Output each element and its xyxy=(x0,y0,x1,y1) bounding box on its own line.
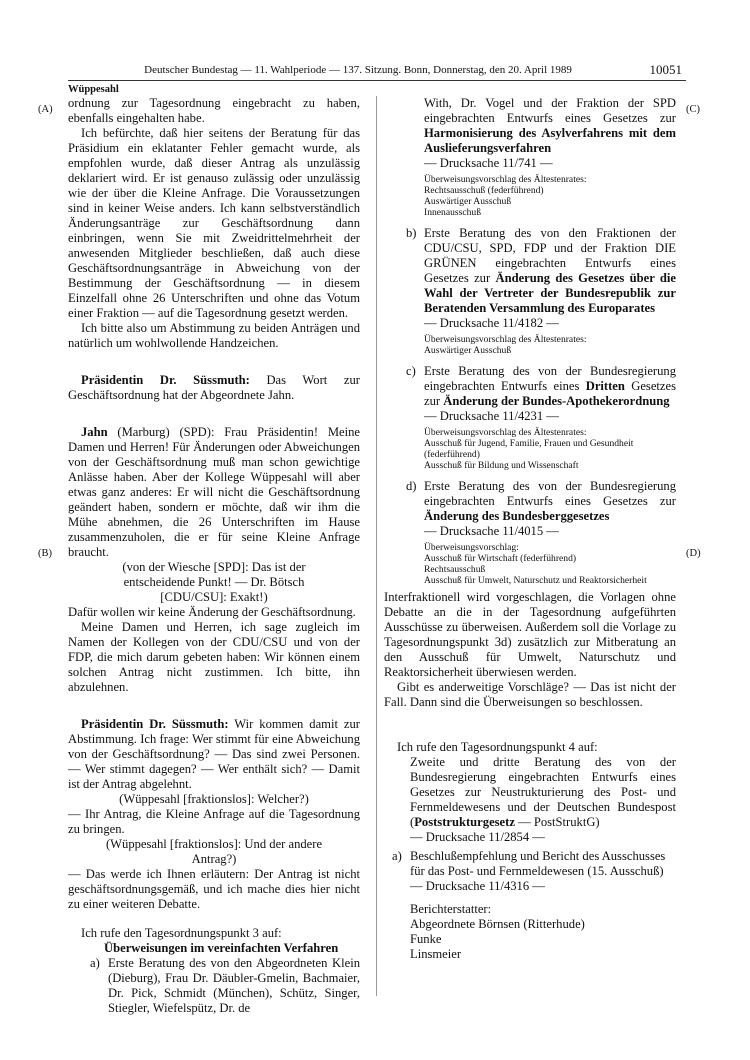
paragraph: Ich rufe den Tagesordnungspunkt 4 auf: xyxy=(397,740,598,754)
rapporteur: Funke xyxy=(410,932,442,946)
item-body: — PostStruktG) xyxy=(514,815,600,829)
page-header xyxy=(68,64,686,81)
referral-label: Überweisungsvorschlag: xyxy=(424,542,519,553)
referral-label: Überweisungsvorschlag des Ältestenrates: xyxy=(424,174,587,185)
agenda-item-main xyxy=(384,755,676,830)
interjection: (von der Wiesche [SPD]: Das ist der entscheidende Punkt! — Dr. Bötsch [CDU/CSU]: Exakt!) xyxy=(122,560,306,604)
agenda-item xyxy=(384,364,676,409)
item-text: With, Dr. Vogel und der Fraktion der SPD eingebrachten Entwurfs eines Gesetzes zur xyxy=(424,96,676,125)
committee: Ausschuß für Wirtschaft (federführend) xyxy=(424,553,577,564)
rapporteur: Abgeordnete Börnsen (Ritterhude) xyxy=(410,917,585,931)
item-text: Erste Beratung des von den Abgeordneten Klein (Dieburg), Frau Dr. Däubler-Gmelin, Bachmaier, Dr. Pick, Schmidt (München), Schütz, Singer, Stiegler, Wiefelspütz, Dr. de xyxy=(108,956,360,1015)
committee: Ausschuß für Umwelt, Naturschutz und Reaktorsicherheit xyxy=(424,575,647,586)
drucksache: — Drucksache 11/4015 — xyxy=(424,524,559,538)
agenda-item xyxy=(384,479,676,524)
item-label: a) xyxy=(392,849,402,863)
paragraph: Interfraktionell wird vorgeschlagen, die Vorlagen ohne Debatte an die in der Tagesordnung aufgeführten Ausschüsse zu überweisen. Außerdem soll die Vorlage zu Tagesordnungspunkt 3d) zusätzlich zur Mitberatung an den Ausschuß für Umwelt, Naturschutz und Reaktorsicherheit überwiesen werden. xyxy=(384,590,676,679)
referral-label: Überweisungsvorschlag des Ältestenrates: xyxy=(424,334,587,345)
paragraph: — Das werde ich Ihnen erläutern: Der Antrag ist nicht geschäftsordnungsgemäß, und ich mache dies hier nicht zu einer weiteren Debatte. xyxy=(68,867,360,911)
agenda-item xyxy=(384,226,676,316)
drucksache: — Drucksache 11/4231 — xyxy=(424,409,559,423)
referral-label: Überweisungsvorschlag des Ältestenrates: xyxy=(424,427,587,438)
agenda-heading: Überweisungen im vereinfachten Verfahren xyxy=(104,941,339,955)
item-body: Erste Beratung des von der Bundesregierung eingebrachten Entwurfs eines xyxy=(424,364,676,393)
drucksache: — Drucksache 11/2854 — xyxy=(410,830,545,844)
item-text xyxy=(420,364,676,409)
item-text xyxy=(420,479,676,524)
item-label: c) xyxy=(406,364,416,378)
item-title: Dritten xyxy=(585,379,625,393)
item-body: Zweite und dritte Beratung des von der Bundesregierung eingebrachten Entwurfs eines Gesetzes zur Neustrukturierung des Post- und Fernmeldewesens und der Deutschen Bundespost ( xyxy=(410,755,676,829)
drucksache: — Drucksache 11/741 — xyxy=(424,156,553,170)
agenda-item xyxy=(384,849,676,879)
speaker-name: Präsidentin Dr. Süssmuth: xyxy=(81,373,250,387)
right-column xyxy=(384,96,676,962)
interjection: (Wüppesahl [fraktionslos]: Und der andere Antrag?) xyxy=(105,837,323,866)
agenda-item xyxy=(68,956,360,1016)
column-divider xyxy=(376,96,377,996)
left-column xyxy=(68,96,360,1016)
drucksache: — Drucksache 11/4182 — xyxy=(424,316,559,330)
speech xyxy=(68,373,360,403)
item-text xyxy=(420,226,676,316)
committee: Auswärtiger Ausschuß xyxy=(424,196,512,207)
item-label: a) xyxy=(90,956,100,970)
speaker-name: Präsidentin Dr. Süssmuth: xyxy=(81,717,229,731)
interjection: (Wüppesahl [fraktionslos]: Welcher?) xyxy=(119,792,309,806)
paragraph: Ich bitte also um Abstimmung zu beiden Anträgen und natürlich um wohlwollende Handzeichen. xyxy=(68,321,360,350)
committee: Innenausschuß xyxy=(424,207,482,218)
drucksache: — Drucksache 11/4316 — xyxy=(410,879,545,893)
agenda-item-cont xyxy=(384,96,676,156)
referral xyxy=(384,542,676,586)
margin-marker-a: (A) xyxy=(38,104,53,115)
rapporteurs xyxy=(384,902,676,962)
paragraph: Meine Damen und Herren, ich sage zugleich im Namen der Kollegen von der CDU/CSU und von der FDP, die mich darum gebeten haben: Wir können einem solchen Antrag nicht zustimmen. Ich bitte, ihn abzulehnen. xyxy=(68,620,360,694)
page-number: 10051 xyxy=(649,62,682,77)
paragraph: Ich rufe den Tagesordnungspunkt 3 auf: xyxy=(81,926,282,940)
committee: Rechtsausschuß xyxy=(424,564,486,575)
rapporteur-label: Berichterstatter: xyxy=(410,902,492,916)
paragraph: ordnung zur Tagesordnung eingebracht zu haben, ebenfalls eingehalten habe. xyxy=(68,96,360,125)
running-speaker: Wüppesahl xyxy=(68,84,119,95)
referral xyxy=(384,427,676,471)
item-body: Gesetzes zur xyxy=(424,379,676,408)
item-body: Erste Beratung des von den Fraktionen der CDU/CSU, SPD, FDP und der Fraktion DIE GRÜNEN eingebrachten Entwurfs eines Gesetzes zur xyxy=(424,226,676,285)
committee: Ausschuß für Bildung und Wissenschaft xyxy=(424,460,579,471)
paragraph: Ich befürchte, daß hier seitens der Beratung für das Präsidium ein eklatanter Fehler gemacht wurde, als empfohlen wurde, daß dieser Antrag als unzulässig deklariert wird. Er ist genauso zulässig oder unzulässig wie der über die Kleine Anfrage. Die Voraussetzungen sind in keiner Weise anders. Ich kann selbstverständlich Änderungsanträge zur Geschäftsordnung dann einbringen, wenn Sie mit Zweidrittelmehrheit der anwesenden Mitglieder beschließen, daß auch diese Geschäftsordnungsanträge in Abweichung von der Bestimmung der Geschäftsordnung — in diesem Einzelfall ohne 26 Unterschriften und ohne das Votum einer Fraktion — auf die Tagesordnung gesetzt werden. xyxy=(68,126,360,320)
committee: Ausschuß für Jugend, Familie, Frauen und Gesundheit (federführend) xyxy=(424,438,634,460)
item-title: Änderung des Bundesberggesetzes xyxy=(424,509,610,523)
item-title: Änderung der Bundes-Apothekerordnung xyxy=(443,394,670,408)
paragraph: Gibt es anderweitige Vorschläge? — Das ist nicht der Fall. Dann sind die Überweisungen so beschlossen. xyxy=(384,680,676,709)
item-body: Erste Beratung des von der Bundesregierung eingebrachten Entwurfs eines Gesetzes zur xyxy=(424,479,676,508)
speech-text: (Marburg) (SPD): Frau Präsidentin! Meine Damen und Herren! Für Änderungen oder Abweichungen von der Geschäftsordnung muß man schon gewichtige Anlässe haben. Aber der Kollege Wüppesahl will aber etwas ganz anderes: Er will nicht die Geschäftsordnung geändert haben, sondern er möchte, daß wir ihm die Mühe abnehmen, die 26 Unterschriften im Hause zusammenzuholen, die er für seine Kleine Anfrage braucht. xyxy=(68,425,360,559)
committee: Rechtsausschuß (federführend) xyxy=(424,185,544,196)
item-label: b) xyxy=(406,226,417,240)
item-label: d) xyxy=(406,479,417,493)
rapporteur: Linsmeier xyxy=(410,947,462,961)
paragraph: — Ihr Antrag, die Kleine Anfrage auf die Tagesordnung zu bringen. xyxy=(68,807,360,836)
header-title: Deutscher Bundestag — 11. Wahlperiode — 137. Sitzung. Bonn, Donnerstag, den 20. April 1989 xyxy=(144,64,572,76)
speaker-name: Jahn xyxy=(81,425,108,439)
item-text: Beschlußempfehlung und Bericht des Ausschusses für das Post- und Fernmeldewesen (15. Ausschuß) xyxy=(410,849,666,878)
referral xyxy=(384,334,676,356)
paragraph: Dafür wollen wir keine Änderung der Geschäftsordnung. xyxy=(68,605,356,619)
speech xyxy=(68,717,360,792)
margin-marker-b: (B) xyxy=(38,548,52,559)
item-title: Poststrukturgesetz xyxy=(414,815,515,829)
speech xyxy=(68,425,360,560)
margin-marker-c: (C) xyxy=(686,104,700,115)
committee: Auswärtiger Ausschuß xyxy=(424,345,512,356)
margin-marker-d: (D) xyxy=(686,548,701,559)
speech-text: Das Wort zur Geschäftsordnung hat der Abgeordnete Jahn. xyxy=(68,373,360,402)
item-title: Änderung des Gesetzes über die Wahl der Vertreter der Bundesrepublik zur Beratenden Versammlung des Europarates xyxy=(424,271,676,315)
speech-text: Wir kommen damit zur Abstimmung. Ich frage: Wer stimmt für eine Abweichung von der Geschäftsordnung? — Das sind zwei Personen. — Wer stimmt dagegen? — Wer enthält sich? — Damit ist der Antrag abgelehnt. xyxy=(68,717,360,791)
referral xyxy=(384,174,676,218)
item-title: Harmonisierung des Asylverfahrens mit dem Auslieferungsverfahren xyxy=(424,126,676,155)
